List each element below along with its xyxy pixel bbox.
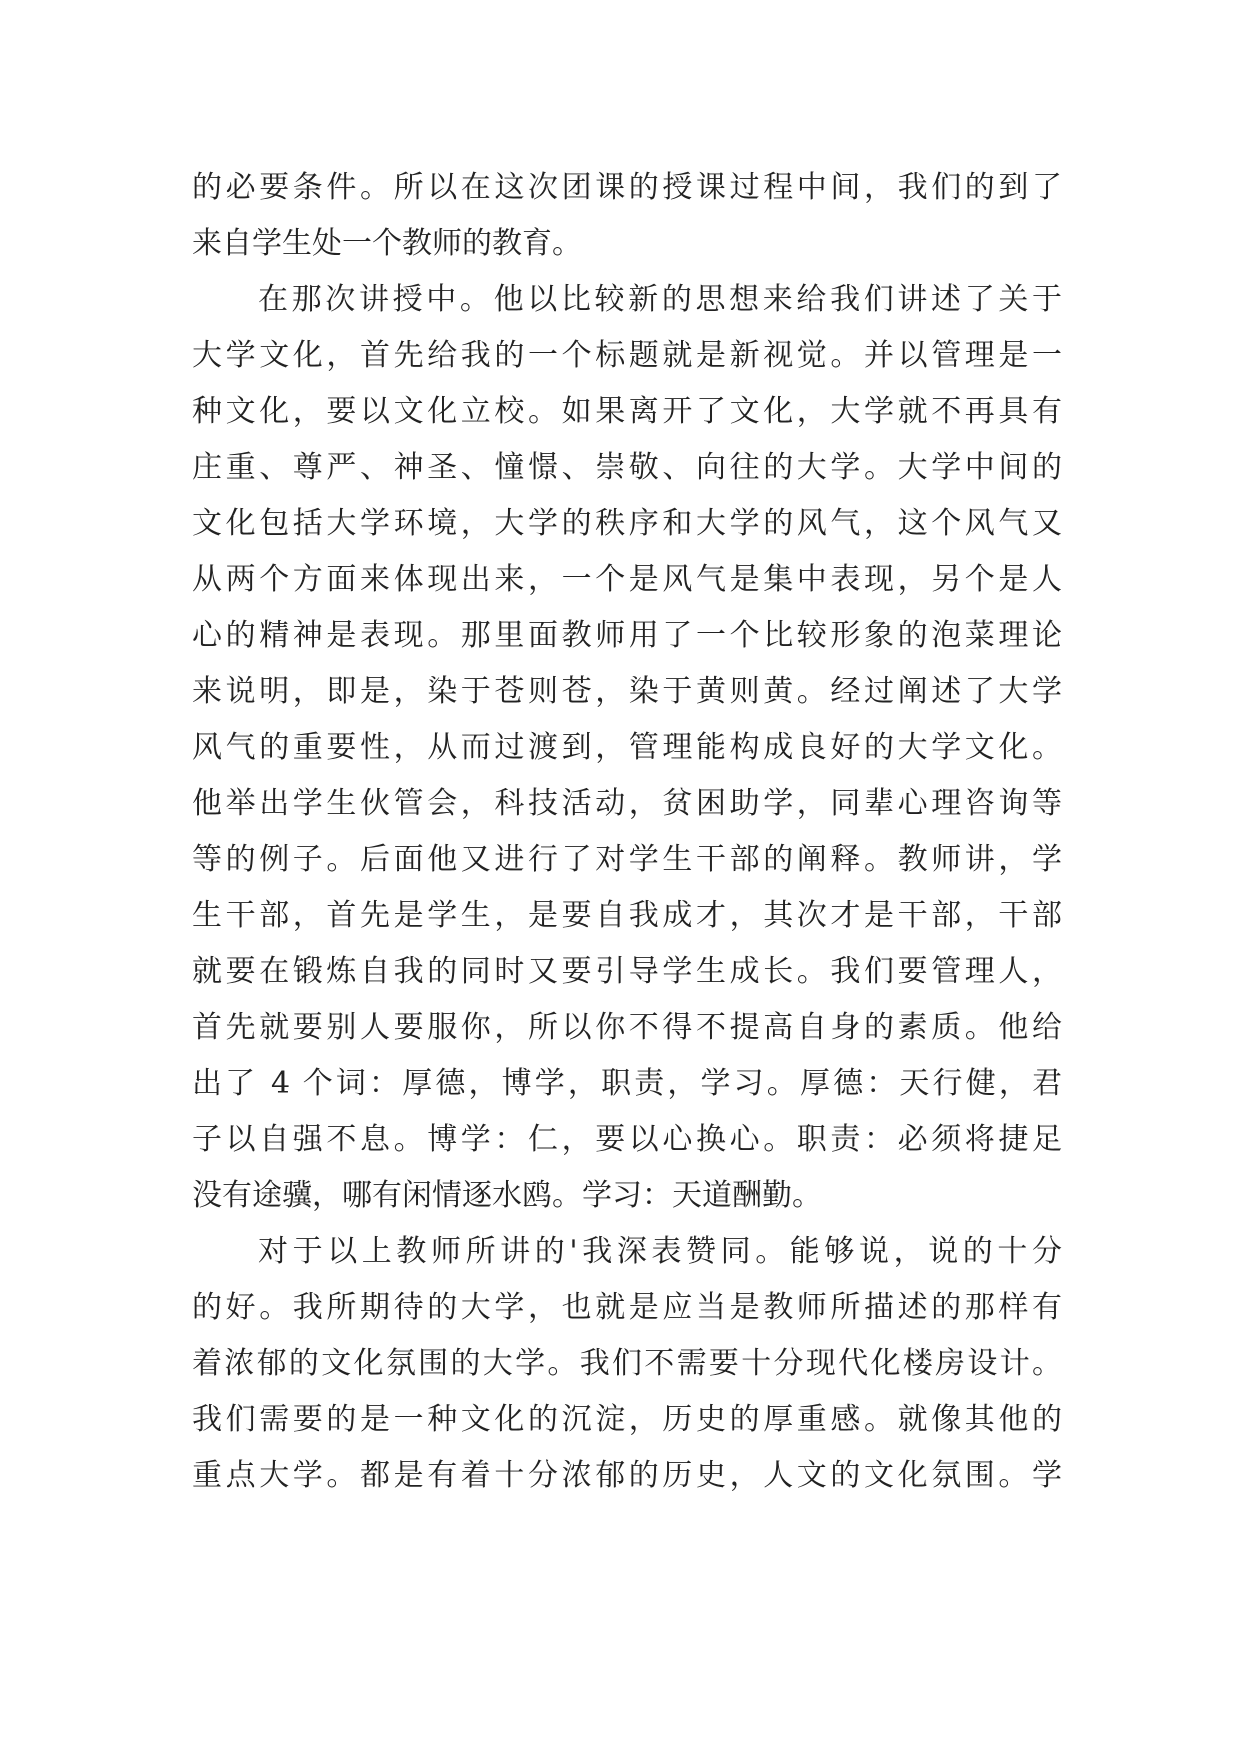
text-line: 的必要条件。所以在这次团课的授课过程中间，我们的到了 xyxy=(192,170,1062,205)
text-line: 首先就要别人要服你，所以你不得不提高自身的素质。他给 xyxy=(192,1010,1062,1045)
text-line: 对于以上教师所讲的'我深表赞同。能够说，说的十分 xyxy=(258,1234,1062,1269)
text-line: 心的精神是表现。那里面教师用了一个比较形象的泡菜理论 xyxy=(192,618,1062,653)
text-line: 来自学生处一个教师的教育。 xyxy=(192,226,582,261)
text-line: 我们需要的是一种文化的沉淀，历史的厚重感。就像其他的 xyxy=(192,1402,1062,1437)
text-line: 生干部，首先是学生，是要自我成才，其次才是干部，干部 xyxy=(192,898,1062,933)
text-line: 子以自强不息。博学：仁，要以心换心。职责：必须将捷足 xyxy=(192,1122,1062,1157)
text-line: 来说明，即是，染于苍则苍，染于黄则黄。经过阐述了大学 xyxy=(192,674,1062,709)
text-line: 从两个方面来体现出来，一个是风气是集中表现，另个是人 xyxy=(192,562,1062,597)
text-line: 在那次讲授中。他以比较新的思想来给我们讲述了关于 xyxy=(258,282,1062,317)
text-line: 就要在锻炼自我的同时又要引导学生成长。我们要管理人， xyxy=(192,954,1062,989)
text-line: 重点大学。都是有着十分浓郁的历史，人文的文化氛围。学 xyxy=(192,1458,1062,1493)
text-line: 的好。我所期待的大学，也就是应当是教师所描述的那样有 xyxy=(192,1290,1062,1325)
text-line: 等的例子。后面他又进行了对学生干部的阐释。教师讲，学 xyxy=(192,842,1062,877)
text-line: 风气的重要性，从而过渡到，管理能构成良好的大学文化。 xyxy=(192,730,1062,765)
text-line: 没有途骥，哪有闲情逐水鸥。学习：天道酬勤。 xyxy=(192,1178,822,1213)
text-line: 庄重、尊严、神圣、憧憬、崇敬、向往的大学。大学中间的 xyxy=(192,450,1062,485)
text-line: 出了 4 个词：厚德，博学，职责，学习。厚德：天行健，君 xyxy=(192,1066,1062,1101)
body-text xyxy=(192,160,1062,1504)
text-line: 着浓郁的文化氛围的大学。我们不需要十分现代化楼房设计。 xyxy=(192,1346,1062,1381)
text-line: 文化包括大学环境，大学的秩序和大学的风气，这个风气又 xyxy=(192,506,1062,541)
text-line: 大学文化，首先给我的一个标题就是新视觉。并以管理是一 xyxy=(192,338,1062,373)
text-line: 他举出学生伙管会，科技活动，贫困助学，同辈心理咨询等 xyxy=(192,786,1062,821)
text-line: 种文化，要以文化立校。如果离开了文化，大学就不再具有 xyxy=(192,394,1062,429)
